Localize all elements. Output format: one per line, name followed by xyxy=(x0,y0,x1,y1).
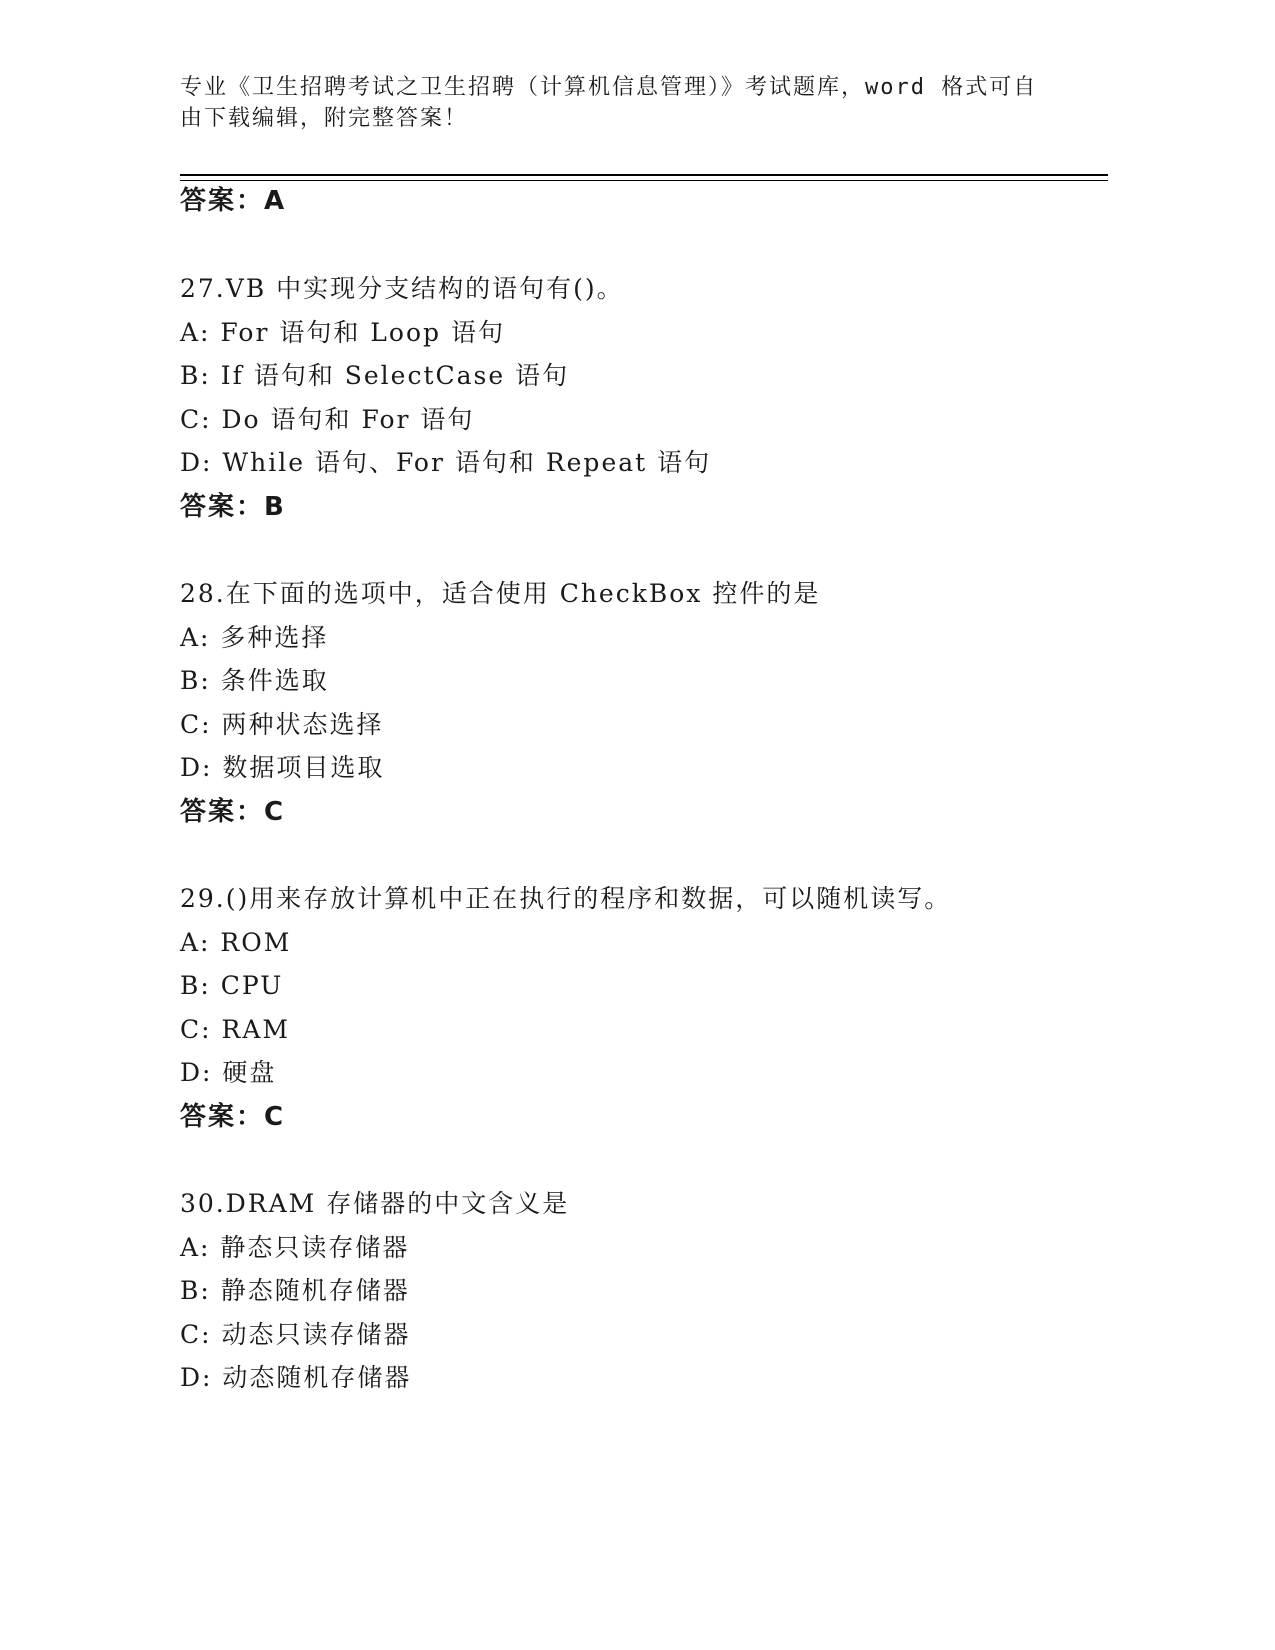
header-line-2: 由下载编辑，附完整答案！ xyxy=(180,106,469,131)
question-29-option-b: B: CPU xyxy=(180,971,284,1000)
answer-29: 答案：C xyxy=(180,1102,286,1132)
question-27-option-c: C: Do 语句和 For 语句 xyxy=(180,405,475,434)
question-27-stem: 27.VB 中实现分支结构的语句有()。 xyxy=(180,274,624,303)
answer-27: 答案：B xyxy=(180,492,286,522)
header-line-1: 专业《卫生招聘考试之卫生招聘（计算机信息管理）》考试题库，word 格式可自 xyxy=(180,75,1038,100)
question-30-stem: 30.DRAM 存储器的中文含义是 xyxy=(180,1189,570,1218)
question-28-stem: 28.在下面的选项中，适合使用 CheckBox 控件的是 xyxy=(180,579,821,608)
question-30-option-d: D: 动态随机存储器 xyxy=(180,1363,412,1392)
question-27-option-b: B: If 语句和 SelectCase 语句 xyxy=(180,361,570,390)
question-29-option-a: A: ROM xyxy=(180,928,292,957)
question-28-option-c: C: 两种状态选择 xyxy=(180,710,384,739)
question-29-stem: 29.()用来存放计算机中正在执行的程序和数据，可以随机读写。 xyxy=(180,884,952,913)
question-28-option-b: B: 条件选取 xyxy=(180,666,329,695)
header-divider-thin xyxy=(180,180,1108,181)
question-27-option-d: D: While 语句、For 语句和 Repeat 语句 xyxy=(180,448,712,477)
question-30-option-a: A: 静态只读存储器 xyxy=(180,1233,410,1262)
question-27-option-a: A: For 语句和 Loop 语句 xyxy=(180,318,505,347)
question-29-option-c: C: RAM xyxy=(180,1015,290,1044)
question-30-option-b: B: 静态随机存储器 xyxy=(180,1276,410,1305)
question-29-option-d: D: 硬盘 xyxy=(180,1058,277,1087)
header-divider-thick xyxy=(180,174,1108,176)
answer-26: 答案：A xyxy=(180,186,287,216)
answer-28: 答案：C xyxy=(180,797,286,827)
question-30-option-c: C: 动态只读存储器 xyxy=(180,1320,411,1349)
document-header xyxy=(180,72,1060,134)
question-28-option-d: D: 数据项目选取 xyxy=(180,753,385,782)
question-28-option-a: A: 多种选择 xyxy=(180,623,329,652)
